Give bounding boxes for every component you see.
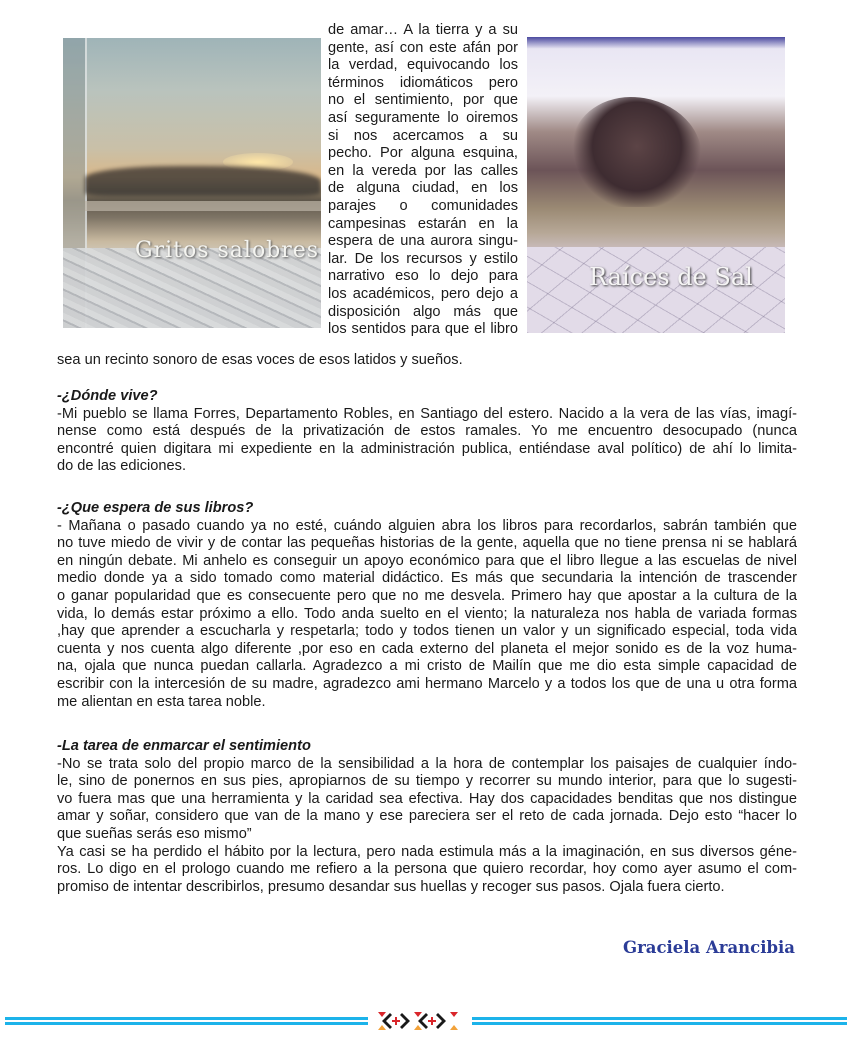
section-donde-vive — [57, 388, 797, 476]
text-line: - Mañana o pasado cuando ya no esté, cuándo alguien abra los libros para recordarlos, sabrán también que — [57, 517, 797, 534]
cover-title: Gritos salobres — [135, 238, 320, 263]
text-line: disposición algo más que — [328, 303, 518, 320]
text-line: que sueñas serás eso mismo” — [57, 825, 252, 842]
text-line: -No se trata solo del propio marco de la sensibilidad a la hora de contemplar los paisajes de cualquier índo- — [57, 755, 797, 772]
text-line: no tuve miedo de vivir y de contar las pequeñas historias de la gente, aquella que no tiene prensa ni se hablará — [57, 535, 797, 552]
cross-bar — [431, 1017, 433, 1025]
book-cover-gritos-salobres — [63, 38, 321, 328]
text-line: nense como está después de la privatización de estos ramales. Yo me encuentro desocupado (nunca — [57, 423, 797, 440]
text-line: así seguramente lo oiremos — [328, 109, 518, 126]
text-line: vida, lo demás estar próximo a ello. Todo anda suelto en el viento; la naturaleza nos habla de variada formas — [57, 605, 797, 622]
text-line: en ningún debate. Mi anhelo es conseguir un apoyo económico para que el libro llegue a las escuelas de nivel — [57, 552, 797, 569]
text-line: gente, así con este afán por — [328, 39, 518, 56]
text-line: ,hay que aprender a escucharla y respetarla; todo y todos tienen un valor y un significado especial, toda vida — [57, 623, 797, 640]
section-heading: -¿Que espera de sus libros? — [57, 500, 254, 516]
section-la-tarea — [57, 738, 797, 896]
intro-column — [328, 22, 518, 339]
text-line: si nos acercamos a su — [328, 127, 518, 144]
author-signature: Graciela Arancibia — [623, 938, 795, 957]
text-line: campesinas estarán en la — [328, 215, 518, 232]
water — [85, 201, 321, 211]
text-line: narrativo eso lo dejo para — [328, 268, 518, 285]
triangle-top — [414, 1012, 422, 1017]
book-cover-raices-de-sal — [527, 37, 785, 333]
text-line: medio donde ya a sido tomado como material didáctico. Es más que secundaria la intención de trascender — [57, 570, 797, 587]
text-line: cuenta y nos cuenta algo diferente ,por eso en cada externo del planeta el mejor sonido es de la voz huma- — [57, 640, 797, 657]
text-line: me alientan en esta tarea noble. — [57, 693, 266, 710]
text-line: términos idiomáticos pero — [328, 74, 518, 91]
text-line: ros. Lo digo en el prologo cuando me refiero a la persona que quiero recordar, hoy como ayer asumo el com- — [57, 861, 797, 878]
text-line: lar. De los recursos y estilo — [328, 250, 518, 267]
text-line: do de las ediciones. — [57, 458, 186, 475]
text-line: pecho. Por alguna esquina, — [328, 145, 518, 162]
text-line: escribir con la intercesión de su madre, agradezco ami hermano Marcelo y a todos los que de una u otra forma — [57, 675, 797, 692]
uprooted-tree — [572, 97, 702, 207]
text-line: o ganar popularidad que es consecuente pero que no me desvela. Primero hay que apostar a la cultura de la — [57, 587, 797, 604]
intro-final-line: sea un recinto sonoro de esas voces de esos latidos y sueños. — [57, 352, 463, 368]
triangle-bottom — [414, 1025, 422, 1030]
text-line: los sentidos para que el libro — [328, 321, 518, 338]
section-heading: -La tarea de enmarcar el sentimiento — [57, 738, 311, 754]
triangle-bottom — [378, 1025, 386, 1030]
text-line: parajes o comunidades — [328, 197, 518, 214]
text-line: na, ojala que nunca puedan callarla. Agradezco a mi cristo de Mailín que me dio esta simple capacidad de — [57, 658, 797, 675]
treeline — [85, 166, 321, 196]
section-body — [57, 756, 797, 897]
triangle-top — [378, 1012, 386, 1017]
text-line: le, sino de ponernos en sus pies, apropiarnos de su tiempo y recorrer su mundo interior, para que lo sugesti- — [57, 773, 797, 790]
andean-diamond-pattern-icon — [374, 1010, 462, 1032]
text-line: amar y soñar, considero que van de la mano y ese pareciera ser el reto de cada jornada. Dejo esto “hacer lo — [57, 808, 797, 825]
text-line: en la vereda por las calles — [328, 162, 518, 179]
text-line: -Mi pueblo se llama Forres, Departamento Robles, en Santiago del estero. Nacido a la vera de las vías, imagí- — [57, 405, 797, 422]
text-line: de amar… A la tierra y a su — [328, 22, 518, 38]
chevron-right — [436, 1013, 446, 1029]
triangle-bottom — [450, 1025, 458, 1030]
section-body — [57, 406, 797, 476]
cross-bar — [395, 1017, 397, 1025]
chevron-left — [418, 1013, 428, 1029]
text-line: encontré quien digitara mi expediente en la administración publica, entiéndase aval político) de ahí lo limita- — [57, 440, 797, 457]
section-body — [57, 518, 797, 712]
text-line: vo fuera mas que una herramienta y la caridad sea efectiva. Hay dos capacidades benditas que nos distingue — [57, 790, 797, 807]
text-line: los académicos, pero dejo a — [328, 285, 518, 302]
text-line: de alguna ciudad, en los — [328, 180, 518, 197]
section-que-espera — [57, 500, 797, 711]
footer-rule-right — [472, 1017, 847, 1025]
chevron-left — [382, 1013, 392, 1029]
text-line: no el sentimiento, por que — [328, 92, 518, 109]
text-line: espera de una aurora singu- — [328, 233, 518, 250]
chevron-right — [400, 1013, 410, 1029]
text-line: promiso de intentar describirlos, presumo desandar sus huellas y recoger sus pasos. Ojala fuera cierto. — [57, 878, 725, 895]
cover-title: Raíces de Sal — [589, 263, 753, 291]
triangle-top — [450, 1012, 458, 1017]
footer-rule-left — [5, 1017, 368, 1025]
text-line: Ya casi se ha perdido el hábito por la lectura, pero nada estimula más a la imaginación, en sus diversos géne- — [57, 843, 797, 860]
text-line: la verdad, equivocando los — [328, 57, 518, 74]
section-heading: -¿Dónde vive? — [57, 388, 158, 404]
